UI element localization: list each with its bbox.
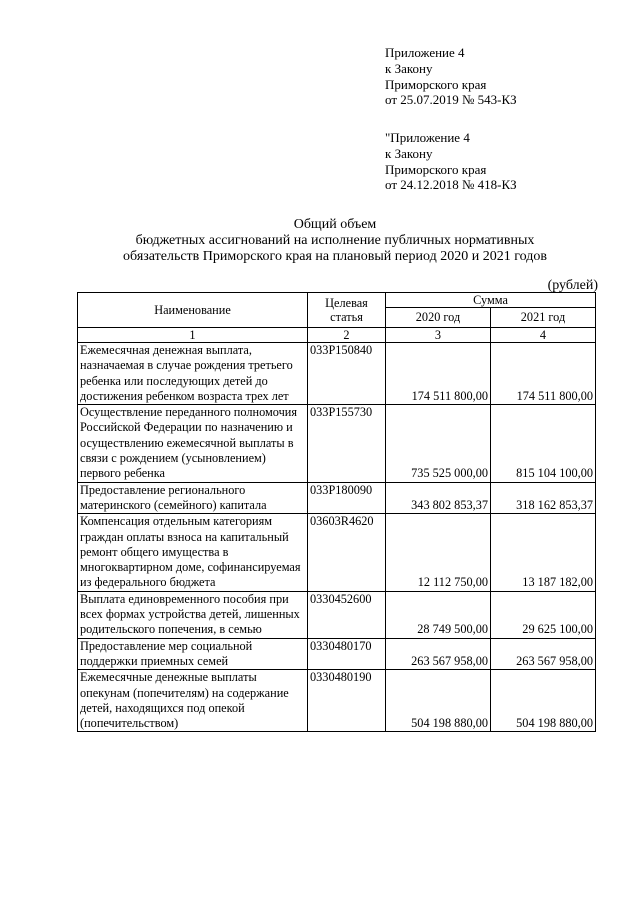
row-amount-2020: 735 525 000,00	[386, 405, 491, 482]
appendix-current-reference	[385, 45, 625, 108]
table-row	[78, 343, 596, 405]
table-row	[78, 405, 596, 482]
row-amount-2020: 263 567 958,00	[386, 638, 491, 670]
row-amount-2020: 28 749 500,00	[386, 591, 491, 638]
row-amount-2021: 174 511 800,00	[491, 343, 596, 405]
table-row	[78, 670, 596, 732]
title-line: обязательств Приморского края на плановый период 2020 и 2021 годов	[123, 249, 547, 264]
row-amount-2020: 174 511 800,00	[386, 343, 491, 405]
row-amount-2020: 343 802 853,37	[386, 482, 491, 514]
row-amount-2021: 504 198 880,00	[491, 670, 596, 732]
appendix-line: Приложение 4	[385, 45, 465, 60]
column-number: 2	[308, 328, 386, 343]
table-row	[78, 514, 596, 591]
table-row	[78, 638, 596, 670]
column-number: 4	[491, 328, 596, 343]
header-name: Наименование	[78, 293, 308, 328]
header-code: Целевая статья	[308, 293, 386, 328]
row-amount-2021: 29 625 100,00	[491, 591, 596, 638]
row-code: 0330480190	[308, 670, 386, 732]
header-year-2021: 2021 год	[491, 308, 596, 328]
document-title	[60, 217, 610, 265]
row-code: 0330480170	[308, 638, 386, 670]
row-name: Предоставление мер социальной поддержки приемных семей	[78, 638, 308, 670]
appendix-line: от 25.07.2019 № 543-КЗ	[385, 92, 517, 108]
units-label: (рублей)	[547, 278, 598, 293]
row-name: Предоставление регионального материнского (семейного) капитала	[78, 482, 308, 514]
row-code: 033P150840	[308, 343, 386, 405]
appendix-line: к Закону	[385, 145, 433, 161]
appendix-line: Приморского края	[385, 161, 487, 177]
row-code: 0330452600	[308, 591, 386, 638]
title-line: Общий объем	[293, 217, 377, 232]
row-amount-2021: 318 162 853,37	[491, 482, 596, 514]
column-number: 3	[386, 328, 491, 343]
table-row	[78, 591, 596, 638]
title-line: бюджетных ассигнований на исполнение публичных нормативных	[135, 233, 535, 248]
header-year-2020: 2020 год	[386, 308, 491, 328]
row-name: Ежемесячные денежные выплаты опекунам (попечителям) на содержание детей, находящихся под опекой (попечительством)	[78, 670, 308, 732]
table-row	[78, 482, 596, 514]
column-number: 1	[78, 328, 308, 343]
row-amount-2020: 504 198 880,00	[386, 670, 491, 732]
column-numbering-row	[78, 328, 596, 343]
row-name: Компенсация отдельным категориям граждан оплаты взноса на капитальный ремонт общего имущества в многоквартирном доме, софинансируемая из федерального бюджета	[78, 514, 308, 591]
row-amount-2021: 815 104 100,00	[491, 405, 596, 482]
row-code: 033P155730	[308, 405, 386, 482]
row-name: Осуществление переданного полномочия Российской Федерации по назначению и осуществлению ежемесячной выплаты в связи с рождением (усыновлением) первого ребенка	[78, 405, 308, 482]
appendix-line: к Закону	[385, 60, 433, 76]
row-amount-2021: 263 567 958,00	[491, 638, 596, 670]
header-sum: Сумма	[386, 293, 596, 308]
budget-table	[77, 292, 596, 732]
row-amount-2021: 13 187 182,00	[491, 514, 596, 591]
appendix-line: "Приложение 4	[385, 130, 470, 145]
appendix-line: от 24.12.2018 № 418-КЗ	[385, 177, 517, 193]
row-code: 033P180090	[308, 482, 386, 514]
row-code: 03603R4620	[308, 514, 386, 591]
row-name: Ежемесячная денежная выплата, назначаемая в случае рождения третьего ребенка или последующих детей до достижения ребенком возраста трех лет	[78, 343, 308, 405]
appendix-line: Приморского края	[385, 76, 487, 92]
row-amount-2020: 12 112 750,00	[386, 514, 491, 591]
row-name: Выплата единовременного пособия при всех формах устройства детей, лишенных родительского попечения, в семью	[78, 591, 308, 638]
appendix-original-reference	[385, 130, 625, 193]
